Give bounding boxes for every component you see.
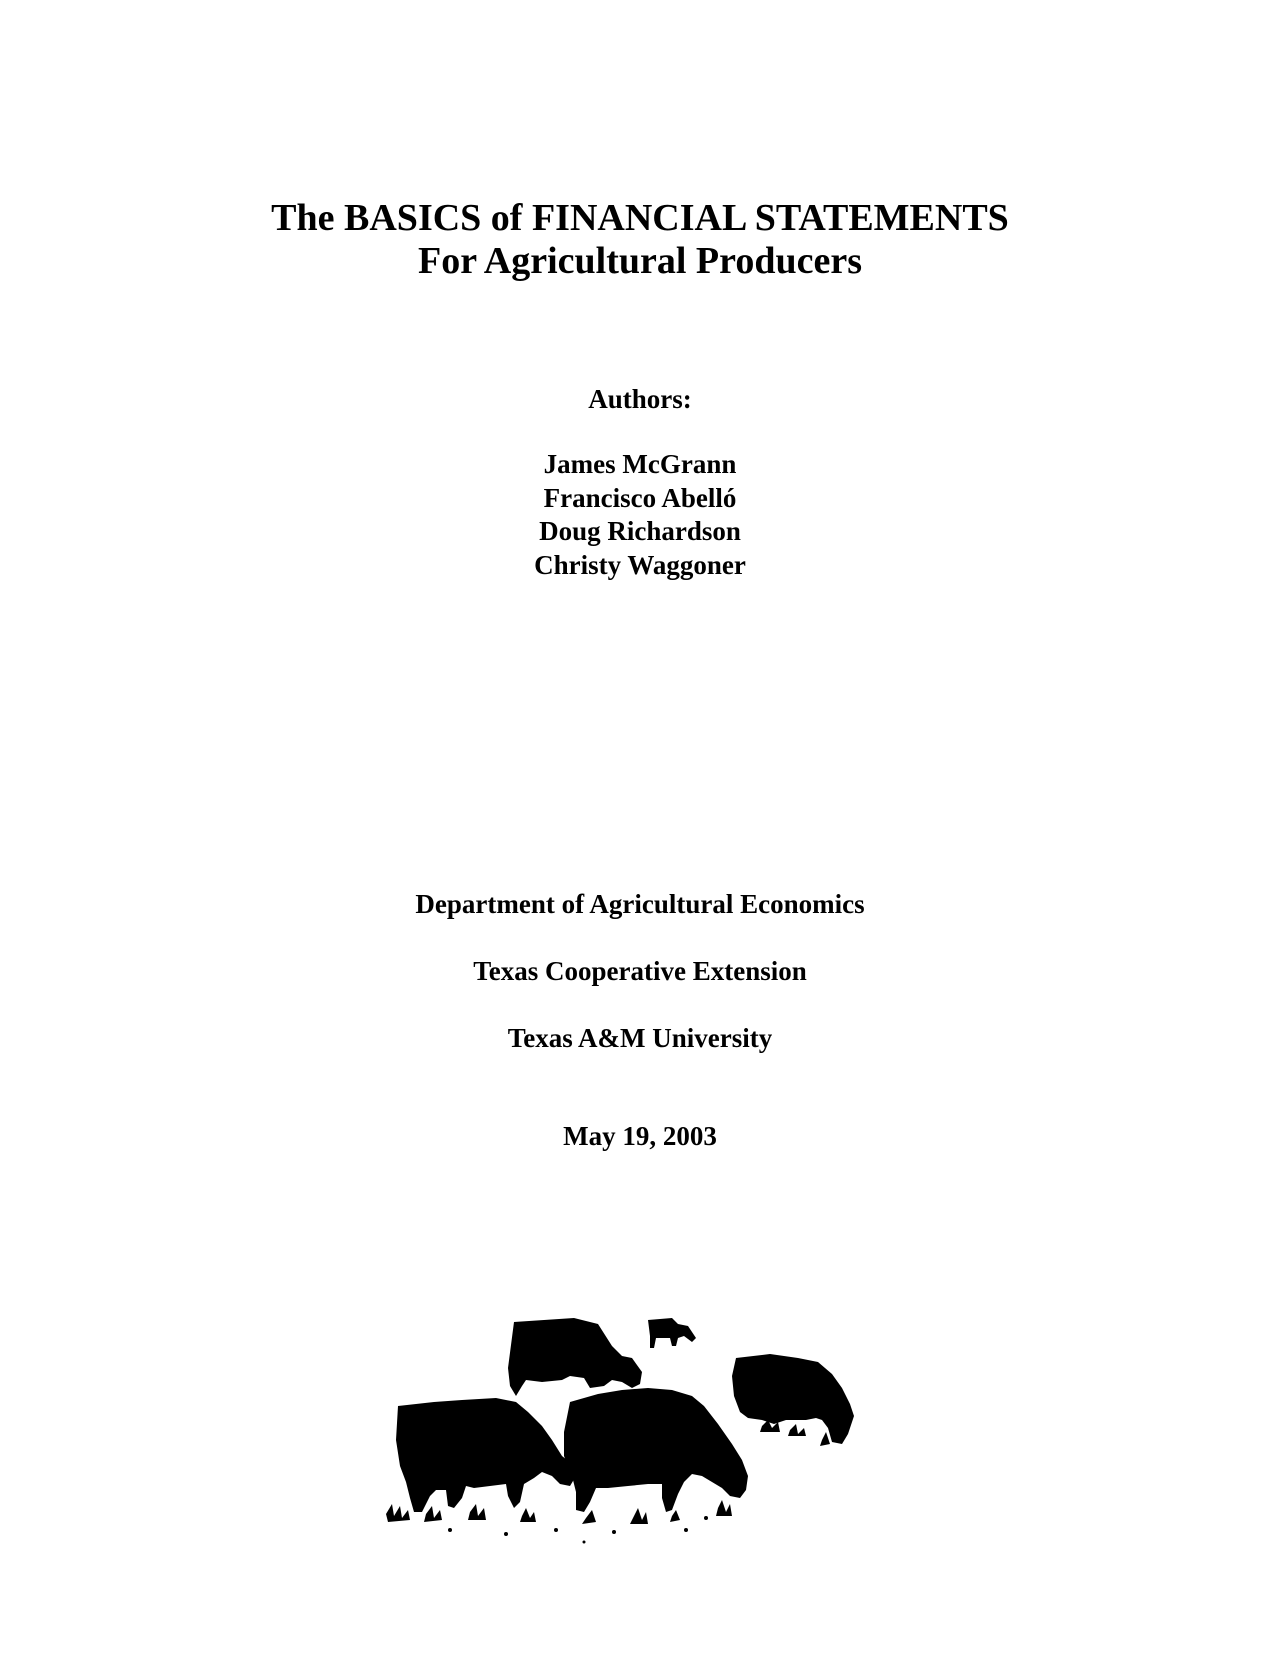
author-name: James McGrann bbox=[543, 449, 737, 479]
grazing-cattle-icon bbox=[386, 1316, 886, 1544]
department-name: Department of Agricultural Economics bbox=[415, 889, 865, 919]
extension-name: Texas Cooperative Extension bbox=[473, 956, 807, 986]
author-name: Christy Waggoner bbox=[534, 549, 746, 580]
author-list bbox=[0, 448, 1280, 582]
publication-date: May 19, 2003 bbox=[563, 1121, 717, 1151]
author-name: Francisco Abelló bbox=[543, 482, 737, 513]
university-name: Texas A&M University bbox=[507, 1023, 773, 1053]
author-name: Doug Richardson bbox=[539, 516, 741, 546]
title-line-1: The BASICS of FINANCIAL STATEMENTS bbox=[271, 197, 1009, 239]
title-line-2: For Agricultural Producers bbox=[418, 240, 862, 282]
authors-heading: Authors: bbox=[588, 384, 692, 414]
